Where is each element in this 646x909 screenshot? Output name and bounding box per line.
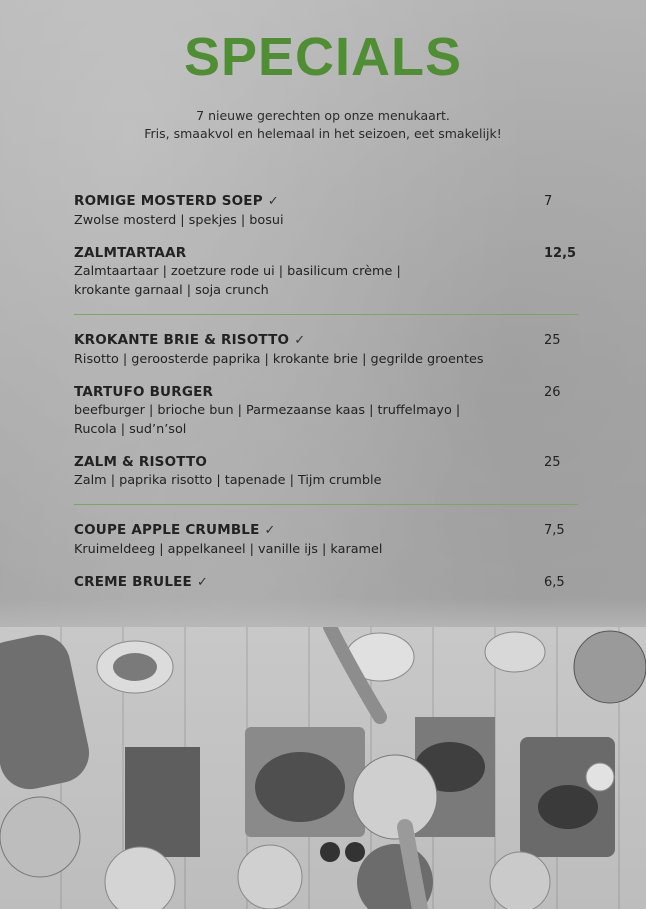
menu-item: [74, 383, 578, 439]
intro-line-1: 7 nieuwe gerechten op onze menukaart.: [196, 108, 450, 123]
item-description: Zwolse mosterd | spekjes | bosui: [74, 213, 284, 228]
section-divider: [74, 504, 578, 505]
menu-list: [74, 192, 578, 606]
glass: [586, 763, 614, 791]
plate: [490, 852, 550, 909]
vegetarian-leaf-icon: ✓: [264, 523, 276, 538]
item-name: ROMIGE MOSTERD SOEP: [74, 193, 263, 209]
item-description: Risotto | geroosterde paprika | krokante brie | gegrilde groentes: [74, 352, 484, 367]
item-price: 25: [544, 455, 561, 470]
item-description: Kruimeldeeg | appelkaneel | vanille ijs | karamel: [74, 542, 383, 557]
vegetarian-leaf-icon: ✓: [196, 575, 209, 590]
section-divider: [74, 314, 578, 315]
bowl: [320, 842, 340, 862]
item-description: Zalm | paprika risotto | tapenade | Tijm crumble: [74, 473, 382, 488]
item-price: 26: [544, 385, 561, 400]
plate: [0, 797, 80, 877]
menu-item: [74, 192, 578, 230]
plate: [485, 632, 545, 672]
item-price: 25: [544, 333, 561, 348]
item-name: KROKANTE BRIE & RISOTTO: [74, 332, 290, 348]
plate: [238, 845, 302, 909]
food-table-photo: [0, 627, 646, 909]
item-price: 7: [544, 194, 553, 209]
intro-text: [0, 107, 646, 143]
item-price: 12,5: [544, 246, 577, 261]
item-price: 7,5: [544, 523, 565, 538]
steak: [538, 785, 598, 829]
item-name: ZALM & RISOTTO: [74, 454, 208, 470]
plate: [353, 755, 437, 839]
steak: [255, 752, 345, 822]
menu-item: [74, 521, 578, 559]
board: [125, 747, 200, 857]
item-name: TARTUFO BURGER: [74, 384, 214, 400]
menu-item: [74, 331, 578, 369]
menu-item: [74, 453, 578, 490]
vegetarian-leaf-icon: ✓: [294, 333, 306, 348]
item-description: Zalmtaartaar | zoetzure rode ui | basilicum crème |: [74, 264, 401, 279]
food: [113, 653, 157, 681]
item-name: ZALMTARTAAR: [74, 245, 187, 261]
intro-line-2: Fris, smaakvol en helemaal in het seizoen, eet smakelijk!: [144, 126, 502, 141]
item-price: 6,5: [544, 575, 565, 590]
page-title: SPECIALS: [183, 27, 463, 87]
cutting-board: [0, 629, 95, 794]
menu-item: [74, 573, 578, 592]
item-name: CREME BRULEE: [74, 574, 192, 590]
food-table-illustration: [0, 627, 646, 909]
item-description: beefburger | brioche bun | Parmezaanse kaas | truffelmayo |: [74, 403, 461, 418]
plate: [574, 631, 646, 703]
item-description-line-2: krokante garnaal | soja crunch: [74, 283, 269, 298]
vegetarian-leaf-icon: ✓: [267, 194, 279, 209]
item-description-line-2: Rucola | sud’n’sol: [74, 422, 187, 437]
menu-item: [74, 244, 578, 300]
item-name: COUPE APPLE CRUMBLE: [74, 522, 260, 538]
bowl: [345, 842, 365, 862]
